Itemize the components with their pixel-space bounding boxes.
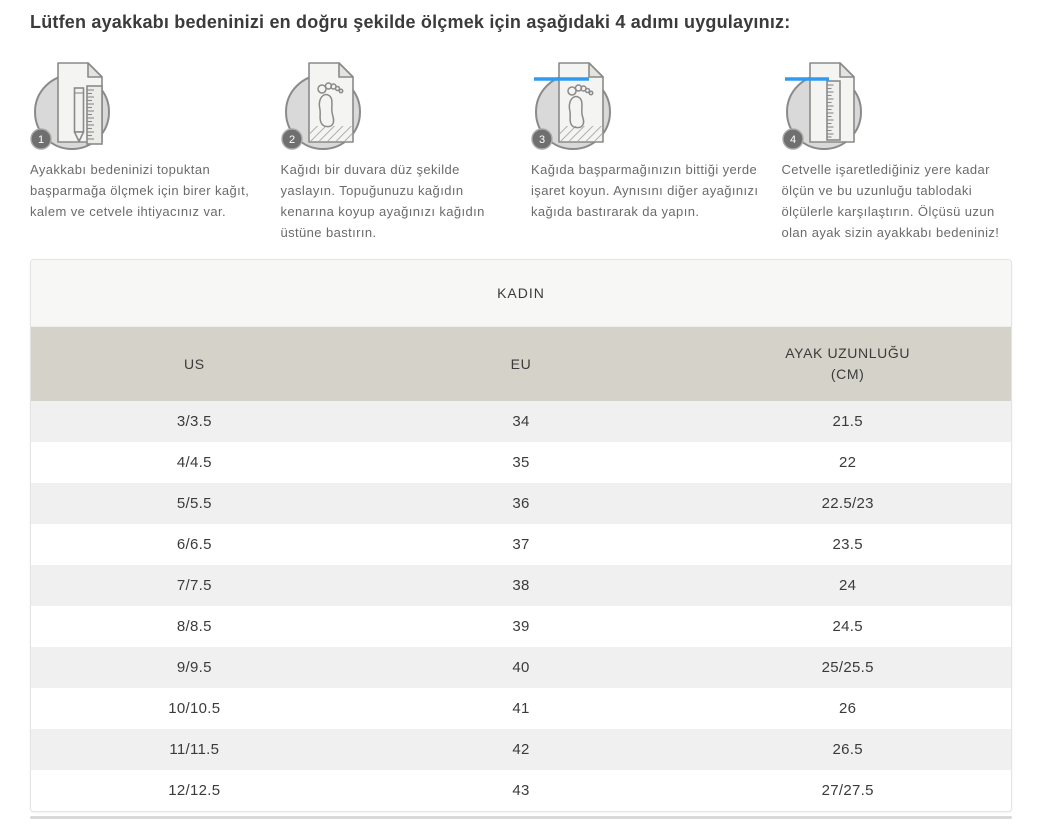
table-cell: 12/12.5: [31, 770, 358, 811]
step-badge-number: 2: [288, 134, 295, 147]
step-3: [531, 60, 762, 243]
table-cell: 39: [358, 606, 685, 647]
table-cell: 5/5.5: [31, 483, 358, 524]
table-cell: 6/6.5: [31, 524, 358, 565]
table-row: [31, 401, 1011, 442]
table-cell: 43: [358, 770, 685, 811]
step-2-text: Kağıdı bir duvara düz şekilde yaslayın. Topuğunuzu kağıdın kenarına koyup ayağınızı kağıdın üstüne bastırın.: [280, 162, 485, 240]
table-cell: 7/7.5: [31, 565, 358, 606]
table-cell: 25/25.5: [684, 647, 1011, 688]
table-cell: 38: [358, 565, 685, 606]
paper-footprint-mark-icon: [531, 60, 627, 152]
size-table: [31, 327, 1011, 811]
table-cell: 24: [684, 565, 1011, 606]
table-cell: 11/11.5: [31, 729, 358, 770]
table-row: [31, 647, 1011, 688]
size-table-header: [31, 327, 1011, 401]
step-badge-number: 4: [789, 134, 796, 147]
table-cell: 35: [358, 442, 685, 483]
size-table-card: [30, 259, 1012, 812]
table-cell: 21.5: [684, 401, 1011, 442]
step-1: [30, 60, 261, 243]
table-cell: 37: [358, 524, 685, 565]
table-cell: 42: [358, 729, 685, 770]
table-cell: 26.5: [684, 729, 1011, 770]
table-cell: 34: [358, 401, 685, 442]
column-header-us: US: [31, 327, 358, 401]
step-4: [782, 60, 1013, 243]
step-1-text: Ayakkabı bedeninizi topuktan başparmağa ölçmek için birer kağıt, kalem ve cetvele ihtiyacınız var.: [30, 162, 250, 219]
table-cell: 3/3.5: [31, 401, 358, 442]
table-row: [31, 524, 1011, 565]
paper-measure-ruler-icon: [782, 60, 878, 152]
table-row: [31, 688, 1011, 729]
table-cell: 22.5/23: [684, 483, 1011, 524]
step-2: [281, 60, 512, 243]
table-row: [31, 770, 1011, 811]
step-3-text: Kağıda başparmağınızın bittiği yerde işaret koyun. Aynısını diğer ayağınızı kağıda bastırarak da yapın.: [531, 162, 759, 219]
table-row: [31, 483, 1011, 524]
table-cell: 26: [684, 688, 1011, 729]
table-cell: 40: [358, 647, 685, 688]
table-cell: 4/4.5: [31, 442, 358, 483]
table-cell: 36: [358, 483, 685, 524]
table-row: [31, 729, 1011, 770]
table-row: [31, 606, 1011, 647]
table-row: [31, 565, 1011, 606]
table-cell: 41: [358, 688, 685, 729]
paper-pencil-ruler-icon: [30, 60, 126, 152]
page-title: Lütfen ayakkabı bedeninizi en doğru şekilde ölçmek için aşağıdaki 4 adımı uygulayınız:: [30, 12, 791, 32]
table-cell: 10/10.5: [31, 688, 358, 729]
table-cell: 24.5: [684, 606, 1011, 647]
step-badge-number: 3: [538, 134, 546, 147]
column-header-foot-length: AYAK UZUNLUĞU (CM): [684, 327, 1011, 401]
steps-row: [30, 60, 1012, 243]
step-badge-number: 1: [37, 134, 45, 147]
table-cell: 8/8.5: [31, 606, 358, 647]
paper-footprint-icon: [281, 60, 377, 152]
table-cell: 23.5: [684, 524, 1011, 565]
size-table-body: [31, 401, 1011, 811]
table-cell: 9/9.5: [31, 647, 358, 688]
table-cell: 27/27.5: [684, 770, 1011, 811]
next-section-edge: [30, 816, 1012, 819]
step-4-text: Cetvelle işaretlediğiniz yere kadar ölçün ve bu uzunluğu tablodaki ölçülerle karşılaştırın. Ölçüsü uzun olan ayak sizin ayakkabı bedeniniz!: [781, 162, 1000, 240]
table-cell: 22: [684, 442, 1011, 483]
table-section-title: KADIN: [31, 260, 1011, 327]
column-header-eu: EU: [358, 327, 685, 401]
table-row: [31, 442, 1011, 483]
